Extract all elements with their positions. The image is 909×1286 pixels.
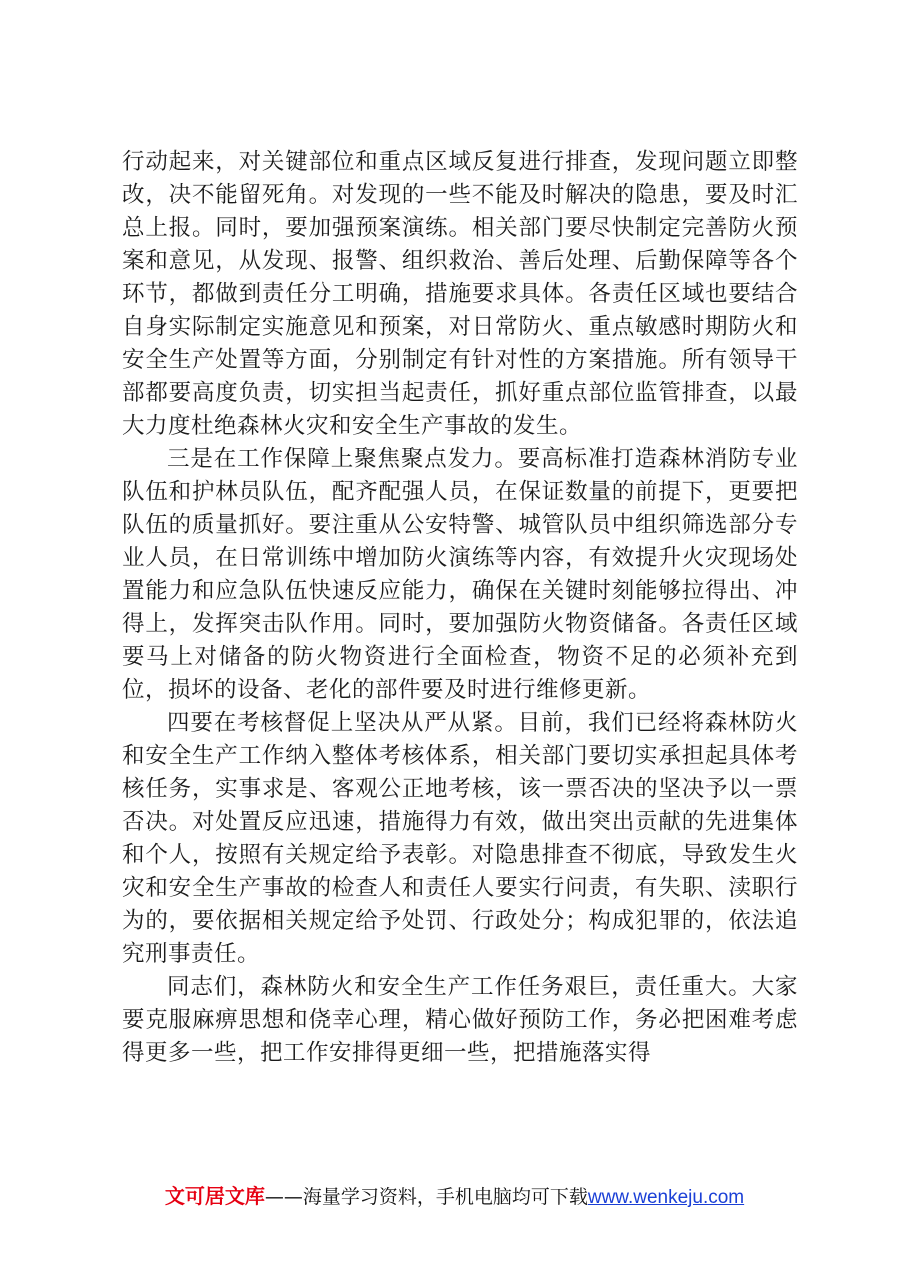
footer-brand: 文可居文库 [164,1184,265,1208]
footer-url-link[interactable]: www.wenkeju.com [587,1187,745,1208]
document-body [122,146,798,1070]
paragraph-assessment: 四要在考核督促上坚决从严从紧。目前，我们已经将森林防火和安全生产工作纳入整体考核体系，相关部门要切实承担起具体考核任务，实事求是、客观公正地考核，该一票否决的坚决予以一票否决。对处置反应迅速，措施得力有效，做出突出贡献的先进集体和个人，按照有关规定给予表彰。对隐患排查不彻底，导致发生火灾和安全生产事故的检查人和责任人要实行问责，有失职、渎职行为的，要依据相关规定给予处罚、行政处分；构成犯罪的，依法追究刑事责任。 [122,710,798,967]
paragraph-closing: 同志们，森林防火和安全生产工作任务艰巨，责任重大。大家要克服麻痹思想和侥幸心理，精心做好预防工作，务必把困难考虑得更多一些，把工作安排得更细一些，把措施落实得 [122,974,798,1066]
paragraph-work-guarantee: 三是在工作保障上聚焦聚点发力。要高标准打造森林消防专业队伍和护林员队伍，配齐配强人员，在保证数量的前提下，更要把队伍的质量抓好。要注重从公安特警、城管队员中组织筛选部分专业人员，在日常训练中增加防火演练等内容，有效提升火灾现场处置能力和应急队伍快速反应能力，确保在关键时刻能够拉得出、冲得上，发挥突击队作用。同时，要加强防火物资储备。各责任区域要马上对储备的防火物资进行全面检查，物资不足的必须补充到位，损坏的设备、老化的部件要及时进行维修更新。 [122,446,798,703]
footer-tagline: ——海量学习资料，手机电脑均可下载 [264,1186,588,1208]
footer-banner [0,1183,909,1211]
paragraph-continuation: 行动起来，对关键部位和重点区域反复进行排查，发现问题立即整改，决不能留死角。对发现的一些不能及时解决的隐患，要及时汇总上报。同时，要加强预案演练。相关部门要尽快制定完善防火预案和意见，从发现、报警、组织救治、善后处理、后勤保障等各个环节，都做到责任分工明确，措施要求具体。各责任区域也要结合自身实际制定实施意见和预案，对日常防火、重点敏感时期防火和安全生产处置等方面，分别制定有针对性的方案措施。所有领导干部都要高度负责，切实担当起责任，抓好重点部位监管排查，以最大力度杜绝森林火灾和安全生产事故的发生。 [122,149,798,439]
